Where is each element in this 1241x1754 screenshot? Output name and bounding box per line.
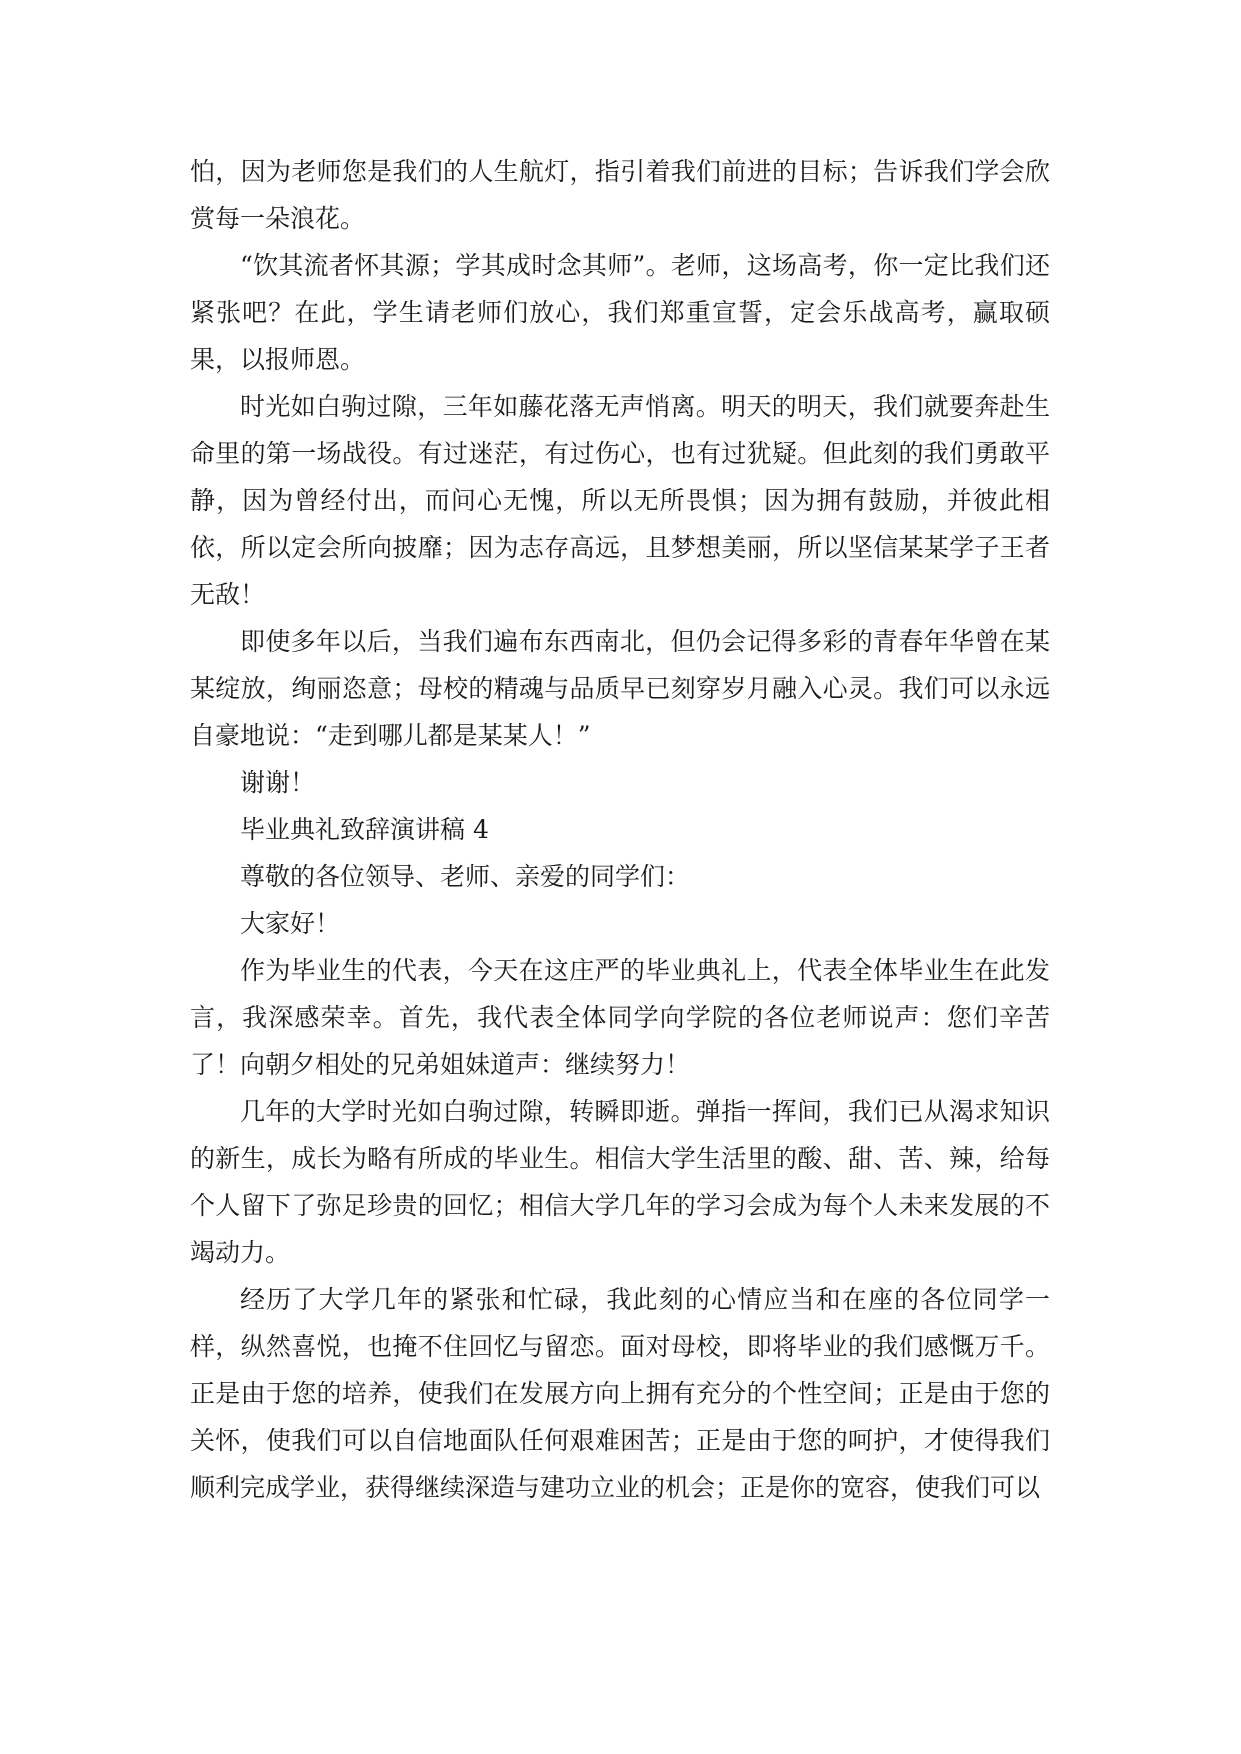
greeting: 大家好！: [240, 909, 341, 938]
closing-thanks: 谢谢！: [240, 768, 316, 797]
section-title: 毕业典礼致辞演讲稿 4: [240, 815, 489, 844]
paragraph: 怕，因为老师您是我们的人生航灯，指引着我们前进的目标；告诉我们学会欣赏每一朵浪花。: [190, 157, 1050, 233]
paragraph: 时光如白驹过隙，三年如藤花落无声悄离。明天的明天，我们就要奔赴生命里的第一场战役。有过迷茫，有过伤心，也有过犹疑。但此刻的我们勇敢平静，因为曾经付出，而问心无愧，所以无所畏惧；因为拥有鼓励，并彼此相依，所以定会所向披靡；因为志存高远，且梦想美丽，所以坚信某某学子王者无敌！: [190, 392, 1050, 609]
paragraph: 作为毕业生的代表，今天在这庄严的毕业典礼上，代表全体毕业生在此发言，我深感荣幸。首先，我代表全体同学向学院的各位老师说声：您们辛苦了！向朝夕相处的兄弟姐妹道声：继续努力！: [190, 956, 1050, 1079]
paragraph: 即使多年以后，当我们遍布东西南北，但仍会记得多彩的青春年华曾在某某绽放，绚丽恣意；母校的精魂与品质早已刻穿岁月融入心灵。我们可以永远自豪地说：“走到哪儿都是某某人！”: [190, 627, 1050, 750]
paragraph: 经历了大学几年的紧张和忙碌，我此刻的心情应当和在座的各位同学一样，纵然喜悦，也掩不住回忆与留恋。面对母校，即将毕业的我们感慨万千。正是由于您的培养，使我们在发展方向上拥有充分的个性空间；正是由于您的关怀，使我们可以自信地面队任何艰难困苦；正是由于您的呵护，才使得我们顺利完成学业，获得继续深造与建功立业的机会；正是你的宽容，使我们可以: [190, 1285, 1050, 1502]
body-text: [190, 148, 1050, 1511]
salutation: 尊敬的各位领导、老师、亲爱的同学们：: [240, 862, 691, 891]
paragraph: “饮其流者怀其源；学其成时念其师”。老师，这场高考，你一定比我们还紧张吧？在此，学生请老师们放心，我们郑重宣誓，定会乐战高考，赢取硕果，以报师恩。: [190, 251, 1050, 374]
paragraph: 几年的大学时光如白驹过隙，转瞬即逝。弹指一挥间，我们已从渴求知识的新生，成长为略有所成的毕业生。相信大学生活里的酸、甜、苦、辣，给每个人留下了弥足珍贵的回忆；相信大学几年的学习会成为每个人未来发展的不竭动力。: [190, 1097, 1050, 1267]
